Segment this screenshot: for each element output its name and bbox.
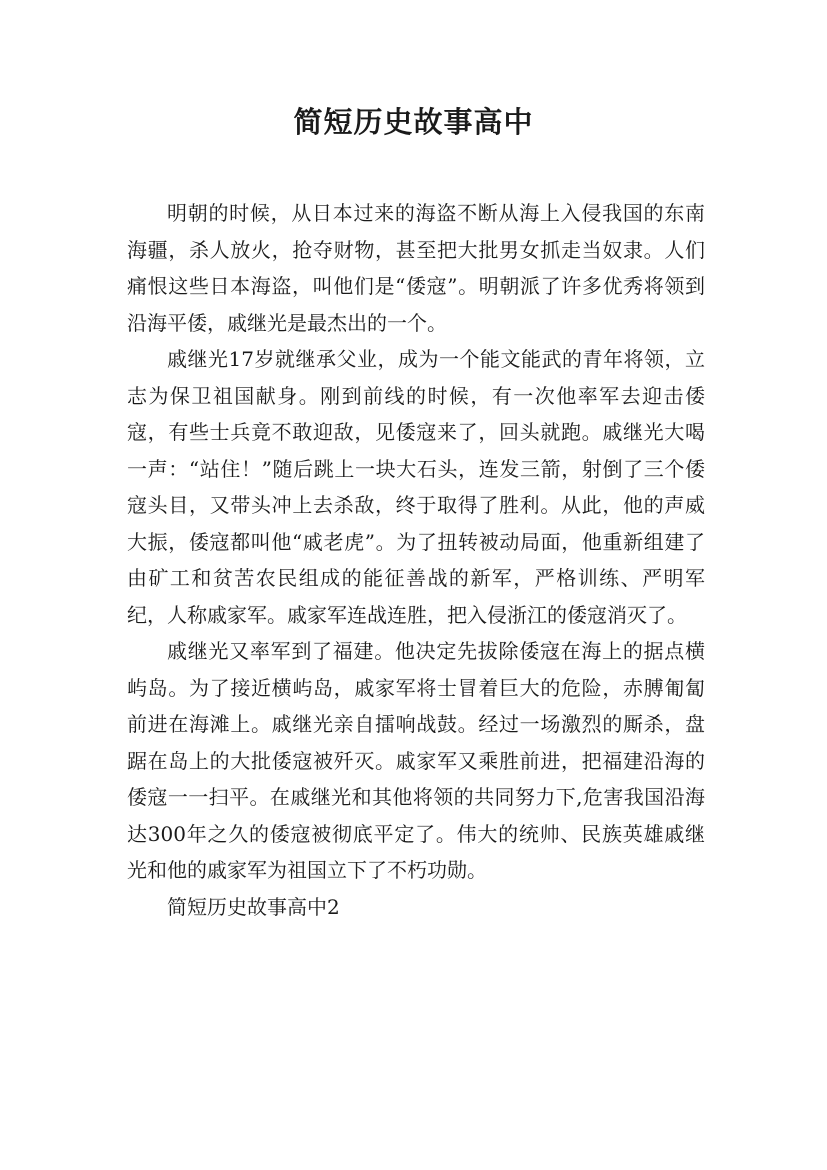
document-title: 简短历史故事高中 xyxy=(293,105,534,139)
paragraph-2: 戚继光17岁就继承父业，成为一个能文能武的青年将领，立志为保卫祖国献身。刚到前线的时候，有一次他率军去迎击倭寇，有些士兵竟不敢迎敌，见倭寇来了，回头就跑。戚继光大喝一声：“站住！”随后跳上一块大石头，连发三箭，射倒了三个倭寇头目，又带头冲上去杀敌，终于取得了胜利。从此，他的声威大振，倭寇都叫他“戚老虎”。为了扭转被动局面，他重新组建了由矿工和贫苦农民组成的能征善战的新军，严格训练、严明军纪，人称戚家军。戚家军连战连胜，把入侵浙江的倭寇消灭了。 xyxy=(127,347,705,627)
paragraph-3: 戚继光又率军到了福建。他决定先拔除倭寇在海上的据点横屿岛。为了接近横屿岛，戚家军将士冒着巨大的危险，赤膊匍匐前进在海滩上。戚继光亲自擂响战鼓。经过一场激烈的厮杀，盘踞在岛上的大批倭寇被歼灭。戚家军又乘胜前进，把福建沿海的倭寇一一扫平。在戚继光和其他将领的共同努力下,危害我国沿海达300年之久的倭寇被彻底平定了。伟大的统帅、民族英雄戚继光和他的戚家军为祖国立下了不朽功勋。 xyxy=(127,639,705,882)
paragraph-1: 明朝的时候，从日本过来的海盗不断从海上入侵我国的东南海疆，杀人放火，抢夺财物，甚至把大批男女抓走当奴隶。人们痛恨这些日本海盗，叫他们是“倭寇”。明朝派了许多优秀将领到沿海平倭，戚继光是最杰出的一个。 xyxy=(127,201,705,335)
document-body xyxy=(127,195,705,925)
next-section-heading: 简短历史故事高中2 xyxy=(167,894,340,919)
